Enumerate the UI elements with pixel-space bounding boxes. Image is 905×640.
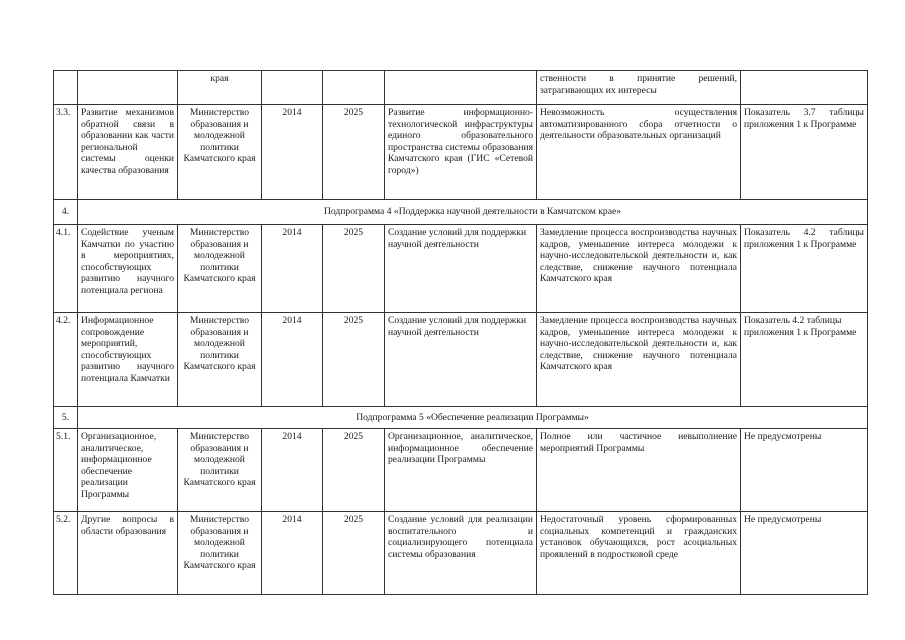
measure-name: Содействие ученым Камчатки по участию в мероприятиях, способствующих развитию научного потенциала региона [78,225,178,313]
table-row [54,105,868,200]
non-implementation-consequence: Невозможность осуществления автоматизированного сбора отчетности о деятельности образовательных организаций [537,105,741,200]
start-year: 2014 [262,512,323,595]
start-year: 2014 [262,313,323,407]
expected-result: Развитие информационно-технологической инфраструктуры единого образовательного пространства системы образования Камчатского края (ГИС «Сетевой город») [385,105,537,200]
indicator-link: Не предусмотрены [741,512,868,595]
end-year [323,71,385,105]
document-page [53,70,867,595]
table-row [54,313,868,407]
table-row [54,429,868,512]
executor: Министерство образования и молодежной политики Камчатского края [178,313,262,407]
table-row [54,512,868,595]
executor: Министерство образования и молодежной политики Камчатского края [178,105,262,200]
expected-result: Создание условий для поддержки научной деятельности [385,313,537,407]
end-year: 2025 [323,225,385,313]
non-implementation-consequence: ственности в принятие решений, затрагивающих их интересы [537,71,741,105]
row-number [54,71,78,105]
table-row [54,225,868,313]
executor: Министерство образования и молодежной политики Камчатского края [178,225,262,313]
row-number: 3.3. [54,105,78,200]
expected-result: Создание условий для реализации воспитательного и социализирующего потенциала системы образования [385,512,537,595]
executor: Министерство образования и молодежной политики Камчатского края [178,429,262,512]
measure-name: Информационное сопровождение мероприятий, способствующих развитию научного потенциала Камчатки [78,313,178,407]
expected-result: Организационное, аналитическое, информационное обеспечение реализации Программы [385,429,537,512]
measure-name: Развитие механизмов обратной связи в образовании как части региональной системы оценки качества образования [78,105,178,200]
non-implementation-consequence: Полное или частичное невыполнение мероприятий Программы [537,429,741,512]
expected-result: Создание условий для поддержки научной деятельности [385,225,537,313]
non-implementation-consequence: Замедление процесса воспроизводства научных кадров, уменьшение интереса молодежи к научно-исследовательской деятельности и, как следствие, снижение научного потенциала Камчатского края [537,313,741,407]
subprogram-number: 4. [54,200,78,225]
indicator-link: Показатель 4.2 таблицы приложения 1 к Программе [741,313,868,407]
end-year: 2025 [323,313,385,407]
start-year: 2014 [262,225,323,313]
end-year: 2025 [323,512,385,595]
table-row [54,71,868,105]
start-year: 2014 [262,105,323,200]
non-implementation-consequence: Недостаточный уровень сформированных социальных компетенций и гражданских установок обучающихся, рост асоциальных проявлений в подростковой среде [537,512,741,595]
executor: края [178,71,262,105]
row-number: 5.1. [54,429,78,512]
start-year [262,71,323,105]
measure-name: Организационное, аналитическое, информационное обеспечение реализации Программы [78,429,178,512]
indicator-link: Показатель 4.2 таблицы приложения 1 к Программе [741,225,868,313]
subprogram-number: 5. [54,407,78,429]
start-year: 2014 [262,429,323,512]
indicator-link [741,71,868,105]
subprogram-title: Подпрограмма 5 «Обеспечение реализации Программы» [78,407,868,429]
executor: Министерство образования и молодежной политики Камчатского края [178,512,262,595]
subprogram-header-row [54,407,868,429]
row-number: 5.2. [54,512,78,595]
measure-name: Другие вопросы в области образования [78,512,178,595]
subprogram-header-row [54,200,868,225]
indicator-link: Показатель 3.7 таблицы приложения 1 к Программе [741,105,868,200]
row-number: 4.2. [54,313,78,407]
program-measures-table [53,70,868,595]
subprogram-title: Подпрограмма 4 «Поддержка научной деятельности в Камчатском крае» [78,200,868,225]
non-implementation-consequence: Замедление процесса воспроизводства научных кадров, уменьшение интереса молодежи к научно-исследовательской деятельности и, как следствие, снижение научного потенциала Камчатского края [537,225,741,313]
measure-name [78,71,178,105]
indicator-link: Не предусмотрены [741,429,868,512]
row-number: 4.1. [54,225,78,313]
expected-result [385,71,537,105]
end-year: 2025 [323,105,385,200]
end-year: 2025 [323,429,385,512]
